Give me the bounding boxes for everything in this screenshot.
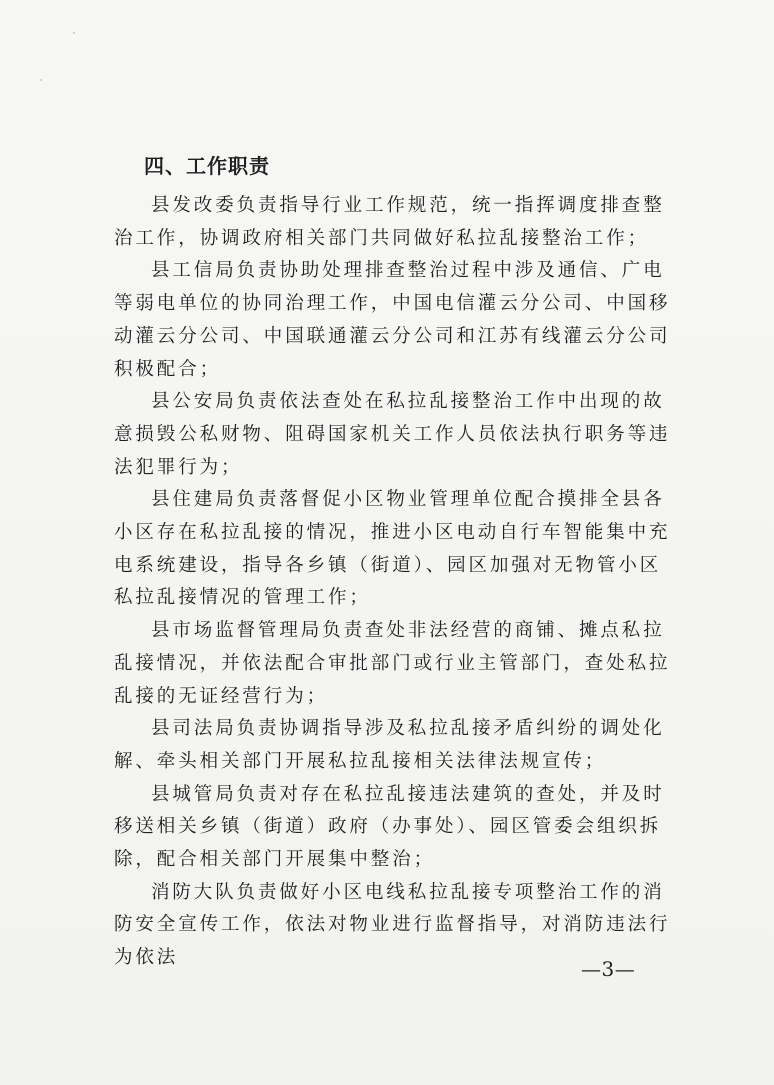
scan-speck: [73, 32, 75, 34]
paragraph-7: 县城管局负责对存在私拉乱接违法建筑的查处，并及时移送相关乡镇（街道）政府（办事处）、园区管委会组织拆除，配合相关部门开展集中整治；: [114, 783, 665, 871]
scan-speck: [40, 79, 42, 81]
paragraph-2: 县工信局负责协助处理排查整治过程中涉及通信、广电等弱电单位的协同治理工作，中国电信灌云分公司、中国移动灌云分公司、中国联通灌云分公司和江苏有线灌云分公司积极配合；: [114, 260, 671, 380]
document-body: [114, 190, 674, 975]
paragraph-5: 县市场监督管理局负责查处非法经营的商铺、摊点私拉乱接情况，并依法配合审批部门或行业主管部门，查处私拉乱接的无证经营行为；: [114, 620, 671, 707]
paragraph-8: 消防大队负责做好小区电线私拉乱接专项整治工作的消防安全宣传工作，依法对物业进行监督指导，对消防违法行为依法: [114, 881, 671, 969]
paragraph-4: 县住建局负责落督促小区物业管理单位配合摸排全县各小区存在私拉乱接的情况，推进小区电动自行车智能集中充电系统建设，指导各乡镇（街道）、园区加强对无物管小区私拉乱接情况的管理工作；: [114, 489, 671, 609]
section-heading: 四、工作职责: [144, 154, 270, 178]
paragraph-3: 县公安局负责依法查处在私拉乱接整治工作中出现的故意损毁公私财物、阻碍国家机关工作人员依法执行职务等违法犯罪行为；: [114, 391, 671, 478]
paragraph-6: 县司法局负责协调指导涉及私拉乱接矛盾纠纷的调处化解、牵头相关部门开展私拉乱接相关法律法规宣传；: [114, 718, 665, 772]
page-number: —3—: [581, 957, 636, 981]
paragraph-1: 县发改委负责指导行业工作规范，统一指挥调度排查整治工作，协调政府相关部门共同做好私拉乱接整治工作；: [114, 195, 665, 249]
